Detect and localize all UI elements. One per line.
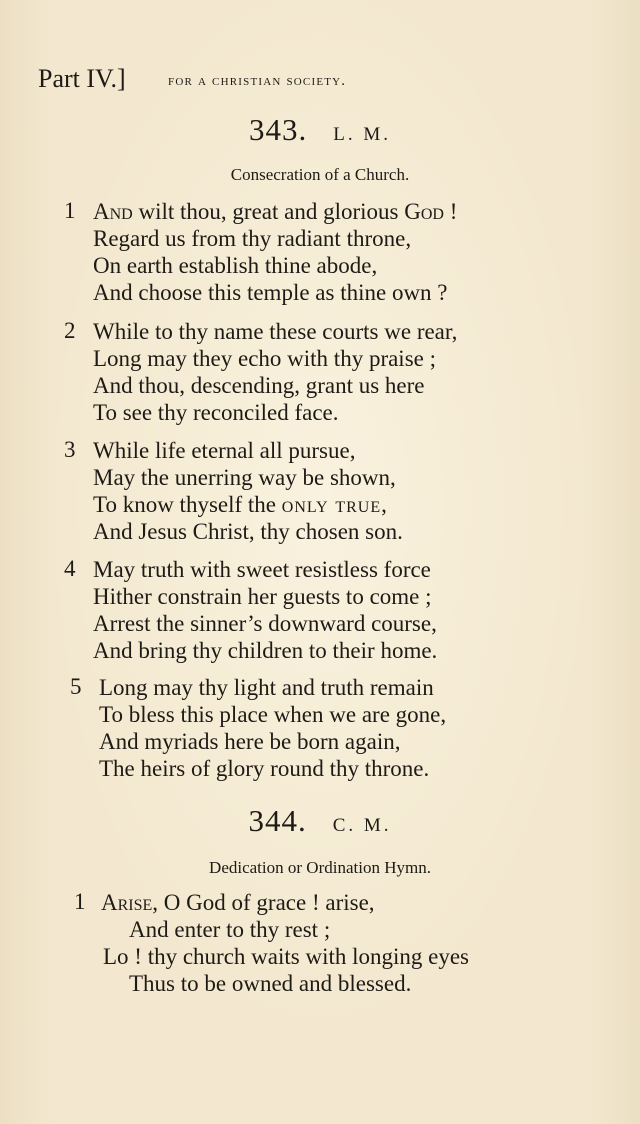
hymn-meter: C. M. [332, 815, 392, 836]
hymn-343-heading [0, 112, 640, 148]
verse-line: While to thy name these courts we rear, [93, 319, 458, 344]
verse-line: To see thy reconciled face. [93, 400, 339, 425]
verse-line: And enter to thy rest ; [129, 917, 331, 942]
stanza-number: 5 [70, 674, 82, 699]
verse-line: And choose this temple as thine own ? [93, 280, 448, 305]
verse-line: May truth with sweet resistless force [93, 557, 431, 582]
verse-line: And thou, descending, grant us here [93, 373, 425, 398]
verse-line-lead: And [93, 199, 133, 224]
hymn-number: 344. [248, 803, 307, 838]
hymn-344-subtitle: Dedication or Ordination Hymn. [209, 858, 431, 877]
verse-line: Long may they echo with thy praise ; [93, 346, 437, 371]
verse-line-tail: ! [443, 199, 458, 224]
running-head [38, 64, 458, 98]
verse-line: Hither constrain her guests to come ; [93, 584, 432, 609]
verse-line: And Jesus Christ, thy chosen son. [93, 519, 403, 544]
verse-line [93, 198, 457, 225]
verse-line: And bring thy children to their home. [93, 638, 438, 663]
verse-line-lead: Arise [101, 890, 153, 915]
verse-line: To bless this place when we are gone, [99, 702, 447, 727]
verse-line: While life eternal all pursue, [93, 438, 356, 463]
verse-line-rest: wilt thou, great and glorious [132, 199, 405, 224]
verse-line-rest: , O God of grace ! arise, [152, 890, 375, 915]
hymn-343-subtitle: Consecration of a Church. [230, 165, 410, 184]
section-title: for a christian society. [168, 73, 347, 89]
verse-line: On earth establish thine abode, [93, 253, 378, 278]
stanza-number: 4 [64, 556, 76, 581]
verse-line-post: , [381, 492, 387, 517]
verse-line: Thus to be owned and blessed. [129, 971, 412, 996]
verse-line: The heirs of glory round thy throne. [99, 756, 430, 781]
verse-line: May the unerring way be shown, [93, 465, 396, 490]
verse-line: And myriads here be born again, [99, 729, 401, 754]
verse-line: Arrest the sinner’s downward course, [93, 611, 437, 636]
verse-line: Long may thy light and truth remain [99, 675, 434, 700]
verse-line-pre: To know thyself the [93, 492, 282, 517]
stanza-number: 3 [64, 437, 76, 462]
verse-line-god: God [404, 199, 444, 224]
stanza-number: 1 [74, 889, 86, 914]
stanza-number: 1 [64, 198, 76, 223]
hymn-meter: L. M. [333, 124, 391, 145]
verse-line [101, 889, 375, 916]
part-label: Part IV.] [38, 64, 126, 93]
hymn-344-heading [0, 803, 640, 839]
verse-line-smallcaps: only true [281, 492, 382, 517]
stanza-number: 2 [64, 318, 76, 343]
hymn-number: 343. [249, 112, 308, 147]
verse-line [93, 491, 387, 518]
verse-line: Lo ! thy church waits with longing eyes [103, 944, 470, 969]
verse-line: Regard us from thy radiant throne, [93, 226, 412, 251]
